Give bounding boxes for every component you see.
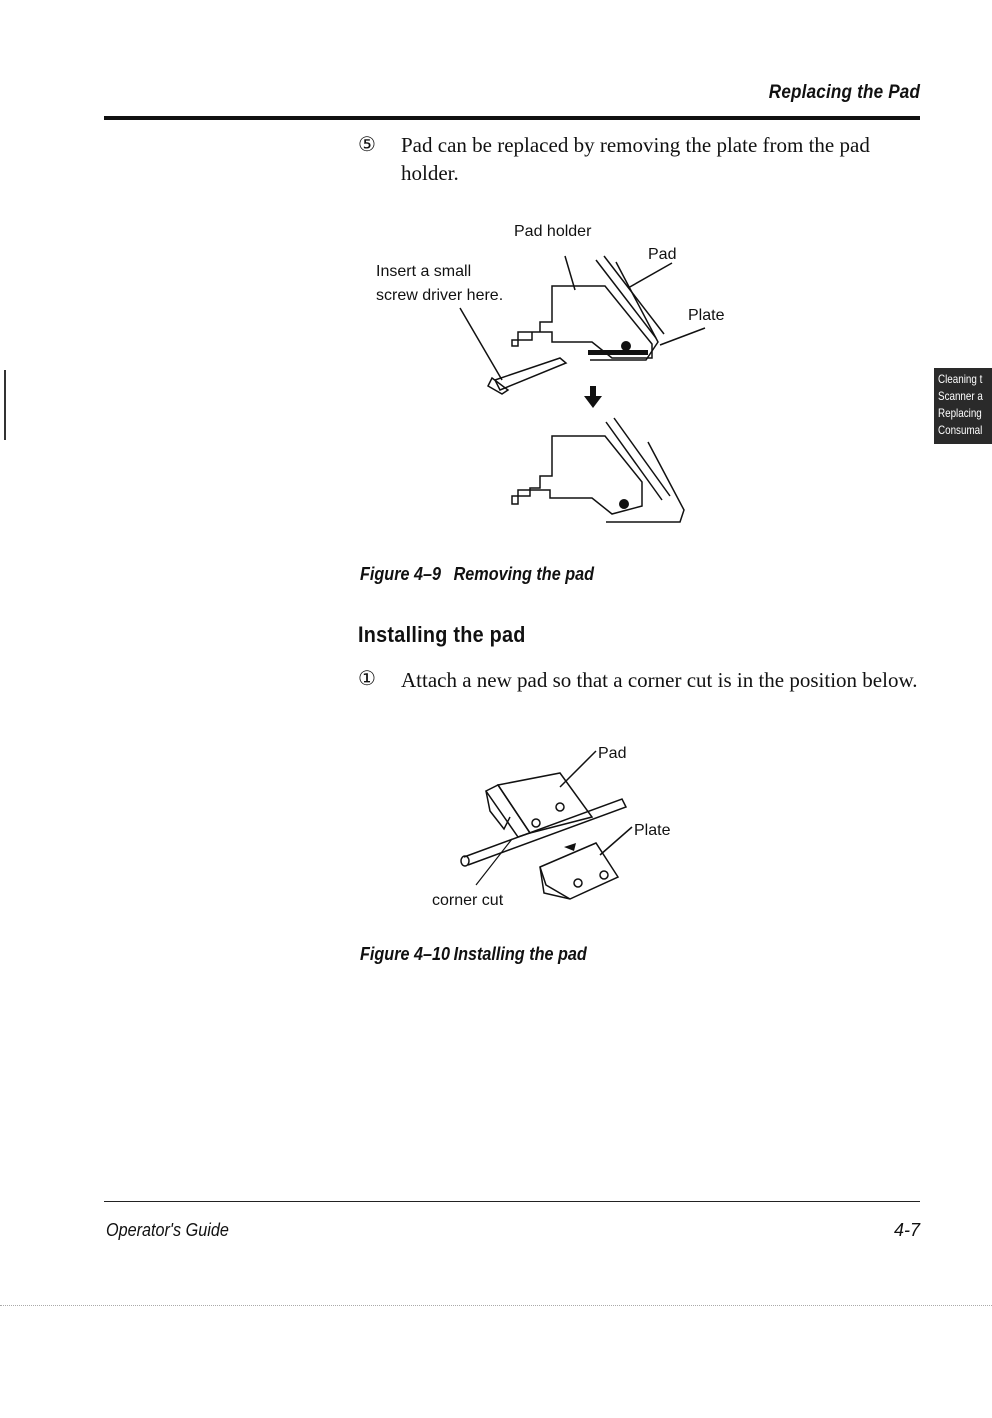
figure-number: Figure 4–10 — [360, 944, 451, 964]
figure-4-9-caption — [360, 564, 594, 585]
figure-number: Figure 4–9 — [360, 564, 442, 584]
margin-binding-mark — [4, 370, 6, 440]
label-plate: Plate — [634, 822, 671, 839]
running-header-title: Replacing the Pad — [768, 82, 920, 103]
step-number: ⑤ — [358, 134, 376, 156]
rod-drawing — [461, 799, 626, 866]
section-heading: Installing the pad — [358, 622, 526, 647]
footer-page-number: 4-7 — [893, 1220, 920, 1240]
step-5-text — [401, 131, 921, 187]
footer-guide-title: Operator's Guide — [106, 1220, 229, 1240]
step-5-line-1: Pad can be replaced by removing the plate from the pad — [401, 133, 870, 157]
step-1-text: Attach a new pad so that a corner cut is in the position below. — [401, 668, 918, 692]
step-number: ① — [358, 668, 376, 690]
side-tab-line: Cleaning t — [938, 372, 983, 386]
figure-4-10-caption — [360, 944, 587, 965]
down-arrow — [584, 386, 602, 408]
pad-holder-drawing — [512, 256, 705, 360]
figure-title: Removing the pad — [453, 564, 595, 584]
removing-pad-figure — [360, 210, 760, 540]
plate-edge — [588, 350, 648, 355]
header-rule — [104, 116, 920, 120]
pivot-dot — [621, 341, 631, 351]
pivot-dot — [619, 499, 629, 509]
label-insert-line-1: Insert a small — [376, 263, 472, 280]
label-pad-holder: Pad holder — [514, 223, 592, 240]
label-plate: Plate — [688, 307, 725, 324]
removed-state-drawing — [512, 418, 684, 522]
scan-artifact-line — [0, 1305, 992, 1306]
installing-pad-figure — [420, 735, 720, 915]
side-tab-line: Consumal — [938, 423, 983, 437]
label-pad: Pad — [598, 745, 627, 762]
screwdriver-drawing — [460, 308, 566, 394]
label-insert-line-2: screw driver here. — [376, 287, 504, 304]
figure-title: Installing the pad — [453, 944, 587, 964]
side-tab-line: Replacing — [938, 406, 982, 420]
step-5-line-2: holder. — [401, 161, 459, 185]
footer-rule — [104, 1201, 920, 1202]
label-pad: Pad — [648, 246, 677, 263]
plate-drawing — [540, 827, 632, 899]
chapter-side-tab — [934, 368, 992, 444]
label-corner-cut: corner cut — [432, 892, 504, 909]
insert-arrow — [564, 843, 576, 851]
side-tab-line: Scanner a — [938, 389, 983, 403]
